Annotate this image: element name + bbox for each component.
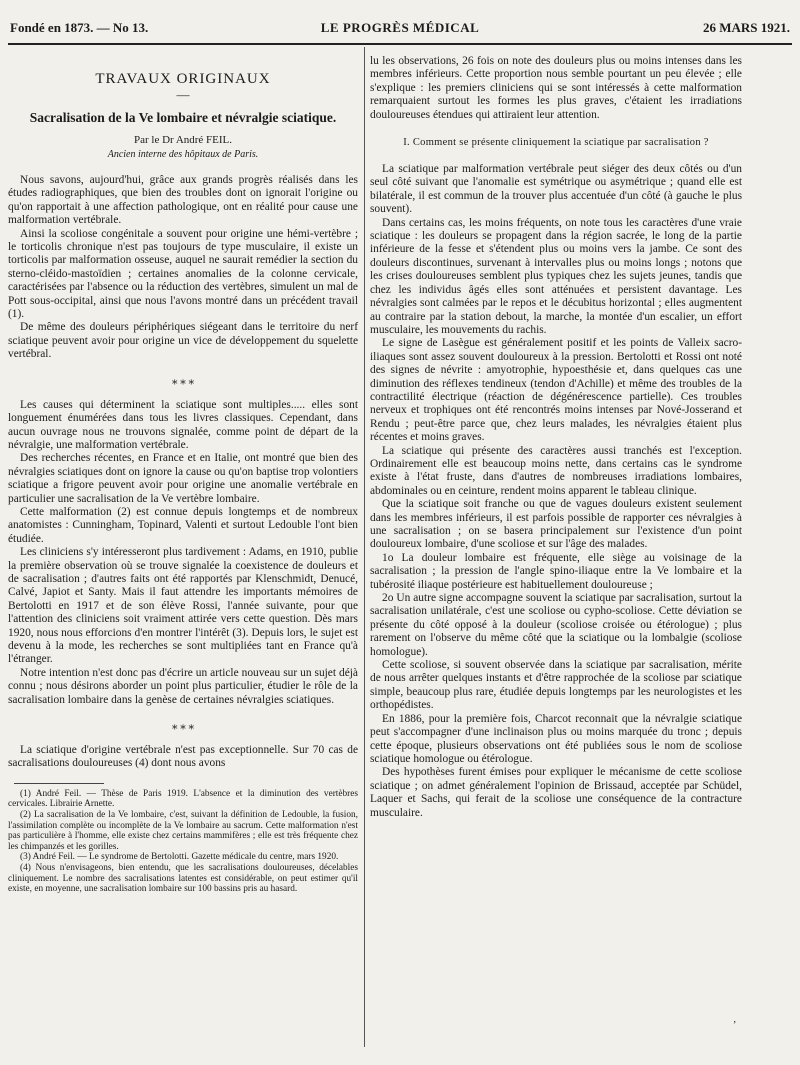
issue-date: 26 MARS 1921. — [702, 20, 790, 35]
footnote: (3) André Feil. — Le syndrome de Bertolotti. Gazette médicale du centre, mars 1920. — [20, 852, 339, 863]
subsection-heading: I. Comment se présente cliniquement la sciatique par sacralisation ? — [403, 137, 709, 149]
paragraph: Des hypothèses furent émises pour expliquer le mécanisme de cette scoliose sciatique ; on admet généralement l'opinion de Brissaud, acceptée par Schüdel, Laquer et Sachs, qui ferait de la scoliose une conséquence de la contracture musculaire. — [370, 766, 742, 819]
footnote: (4) Nous n'envisageons, bien entendu, que les sacralisations douloureuses, décelables cliniquement. Le nombre des sacralisations latentes est considérable, on peut estimer qu'il existe, en moyenne, une sacralisation lombaire sur 100 bassins pris au hasard. — [8, 863, 358, 895]
origin-paragraphs — [8, 744, 358, 771]
paragraph: Cette scoliose, si souvent observée dans la sciatique par sacralisation, mérite de nous arrêter quelques instants et d'être rapprochée de la scoliose par sciatique simple, beaucoup plus rare, étudiée depuis longtemps par les neurologistes et les orthopédistes. — [370, 659, 742, 712]
section-asterism: ⁎ ⁎ ⁎ — [172, 720, 194, 733]
founded-issue: Fondé en 1873. — No 13. — [10, 20, 149, 35]
footnote: (1) André Feil. — Thèse de Paris 1919. L'absence et la diminution des vertèbres cervicales. Librairie Arnette. — [8, 788, 358, 810]
article-title: Sacralisation de la Ve lombaire et névralgie sciatique. — [29, 110, 337, 125]
intro-paragraphs — [8, 174, 358, 362]
header-rule — [8, 43, 792, 45]
paragraph: Le signe de Lasègue est généralement positif et les points de Valleix sacro-iliaques sont assez souvent douloureux à la pression. Bertolotti et Rossi ont noté des signes de névrite : amyotrophie, hypoesthésie et, dans quelques cas une diminution des réflexes tendineux (tendon d'Achille) et même des troubles de la contractilité électrique (réaction de dégénérescence partielle). Ces troubles nerveux et trophiques ont été rencontrés moins intenses par Nové-Josserand et Rendu ; peut-être parce que, chez leurs malades, les névralgies étaient plus récentes et moins graves. — [370, 337, 742, 444]
running-header — [10, 20, 790, 42]
paragraph: Les cliniciens s'y intéresseront plus tardivement : Adams, en 1910, publie la première observation où se trouve signalée la coexistence de douleurs et de sacralisation ; d'autres faits ont été rapportés par Klenschmidt, Denucé, Calvé, Japiot et Santy. Mais il faut attendre les importants mémoires de Bertolotti en 1917 et de son élève Rossi, l'année suivante, pour que l'attention des cliniciens soit vraiment attirée vers cette question. Dès mars 1920, nous nous efforcions d'en montrer l'intérêt (3). Depuis lors, le sujet est devenu à la mode, les recherches se sont multipliées tant en France qu'à l'étranger. — [8, 546, 358, 666]
author-affiliation: Ancien interne des hôpitaux de Paris. — [107, 149, 259, 160]
section-title: TRAVAUX ORIGINAUX — [95, 71, 271, 87]
author-line: Par le Dr André FEIL. — [133, 134, 233, 146]
column-divider — [364, 47, 365, 1047]
paragraph: Les causes qui déterminent la sciatique sont multiples..... elles sont longuement énumérées dans tous les livres classiques. Cependant, dans aucun ouvrage nous ne trouvons signalée, comme point de départ de la névralgie, une malformation vertébrale. — [8, 398, 358, 451]
paragraph: La sciatique qui présente des caractères aussi tranchés est l'exception. Ordinairement elle est beaucoup moins nette, dans certains cas le syndrome existe à l'état fruste, dans d'autres de nombreuses irradiations lombaires, abdominales ou en ceinture, rendent moins apparent le tableau clinique. — [370, 444, 742, 497]
paragraph: La sciatique par malformation vertébrale peut siéger des deux côtés ou d'un seul côté suivant que l'anomalie est symétrique ou asymétrique ; quand elle est bilatérale, il est commun de la trouver plus accentuée d'un côté (à gauche le plus souvent). — [370, 163, 742, 216]
title-dash: — — [176, 87, 190, 102]
paragraph: Cette malformation (2) est connue depuis longtemps et de nombreux anatomistes : Cunningham, Topinard, Valenti et surtout Ledouble l'ont bien étudiée. — [8, 505, 358, 545]
journal-title: LE PROGRÈS MÉDICAL — [320, 20, 480, 35]
paragraph: 1o La douleur lombaire est fréquente, elle siège au voisinage de la sacralisation ; la pression de l'angle spino-iliaque entre la Ve lombaire et la tubérosité iliaque postérieure est habituellement douloureuse ; — [370, 551, 742, 591]
paragraph: De même des douleurs périphériques siégeant dans le territoire du nerf sciatique peuvent avoir pour origine un vice de développement du squelette vertébral. — [8, 321, 358, 361]
paragraph: Nous savons, aujourd'hui, grâce aux grands progrès réalisés dans les études radiographiques, que bien des troubles dont on ignorait l'origine ou qu'on rapportait à une affection pathologique, ont en réalité pour cause une malformation vertébrale. — [8, 174, 358, 227]
paragraph: Des recherches récentes, en France et en Italie, ont montré que bien des névralgies sciatiques dont on ignore la cause ou qu'on baptise trop volontiers sciatique a frigore peuvent avoir pour origine une anomalie vertébrale en particulier une sacralisation de la Ve vertèbre lombaire. — [8, 452, 358, 505]
footnotes — [8, 789, 358, 895]
paragraph: La sciatique d'origine vertébrale n'est pas exceptionnelle. Sur 70 cas de sacralisations douloureuses (4) dont nous avons — [8, 744, 358, 770]
left-column — [8, 55, 358, 1050]
footnote-rule — [14, 783, 104, 784]
paragraph: Que la sciatique soit franche ou que de vagues douleurs existent seulement dans les membres inférieurs, il est parfois possible de rapporter ces névralgies à une sacralisation ; on se basera principalement sur l'existence d'un point douloureux lombaire, d'une scoliose et sur l'âge des malades. — [370, 498, 742, 551]
causes-paragraphs — [8, 399, 358, 707]
paragraph: Notre intention n'est donc pas d'écrire un article nouveau sur un sujet déjà connu ; nous désirons aborder un point plus particulier, étudier le rôle de la sacralisation lombaire dans la genèse de certaines névralgies sciatiques. — [8, 666, 358, 706]
continued-paragraphs — [370, 55, 742, 122]
paragraph: 2o Un autre signe accompagne souvent la sciatique par sacralisation, surtout la sacralisation unilatérale, c'est une scoliose ou cypho-scoliose. Cette déviation se présente du côté opposé à la douleur (scoliose croisée ou étérologue) ; plus rarement on l'observe du même côté que la sciatique ou la lombalgie (scoliose homologue). — [370, 592, 742, 658]
paragraph: En 1886, pour la première fois, Charcot reconnait que la névralgie sciatique peut s'accompagner d'une inclinaison plus ou moins marquée du tronc ; depuis cette époque, plusieurs observations ont été publiées sous le nom de scoliose sciatique homologue ou étérologue. — [370, 712, 742, 765]
clinical-paragraphs — [370, 163, 742, 820]
paragraph: Ainsi la scoliose congénitale a souvent pour origine une hémi-vertèbre ; le torticolis chronique n'est pas toujours de type musculaire, il existe un torticolis par malformation osseuse, auquel ne saurait remédier la section du sterno-cléido-mastoïdien ; certaines anomalies de la colonne cervicale, caractérisées par l'absence ou la réduction des vertèbres, simulent un mal de Pott sous-occipital, ainsi que nous l'avons montré dans un précédent travail (1). — [8, 227, 358, 321]
section-asterism: ⁎ ⁎ ⁎ — [172, 374, 194, 387]
right-column — [370, 55, 742, 1055]
paragraph: Dans certains cas, les moins fréquents, on note tous les caractères d'une vraie sciatique : les douleurs se propagent dans la région sacrée, le long de la partie inférieure de la fesse et s'étendent plus ou moins vers la jambe. Ce sont des douleurs discontinues, survenant à intervalles plus ou moins longs ; notons que les crises douloureuses semblent plus typiques chez les sujets jeunes, tandis que chez les individus âgés elles sont atténuées et persistent davantage. Les névralgies sont calmées par le repos et le décubitus horizontal ; elles augmentent au contraire par la station debout, la marche, la montée d'un escalier, un effort musculaire, les mouvements du rachis. — [370, 216, 742, 336]
footnote: (2) La sacralisation de la Ve lombaire, c'est, suivant la définition de Ledouble, la fusion, l'assimilation complète ou incomplète de la Ve lombaire au sacrum. Cette malformation n'est pas particulière à l'homme, elle existe chez certains mammifères ; elle est très fréquente chez les chimpanzés et les gorilles. — [8, 810, 358, 852]
page-mark: , — [733, 1014, 736, 1025]
paragraph: lu les observations, 26 fois on note des douleurs plus ou moins intenses dans les membres inférieurs. Cette proportion nous semble pourtant un peu élevée ; elle s'explique : les premiers cliniciens qui se sont intéressés à cette malformation remarquaient surtout les formes les plus graves, c'étaient les irradiations douloureuses étendues qui attiraient leur attention. — [370, 55, 742, 121]
